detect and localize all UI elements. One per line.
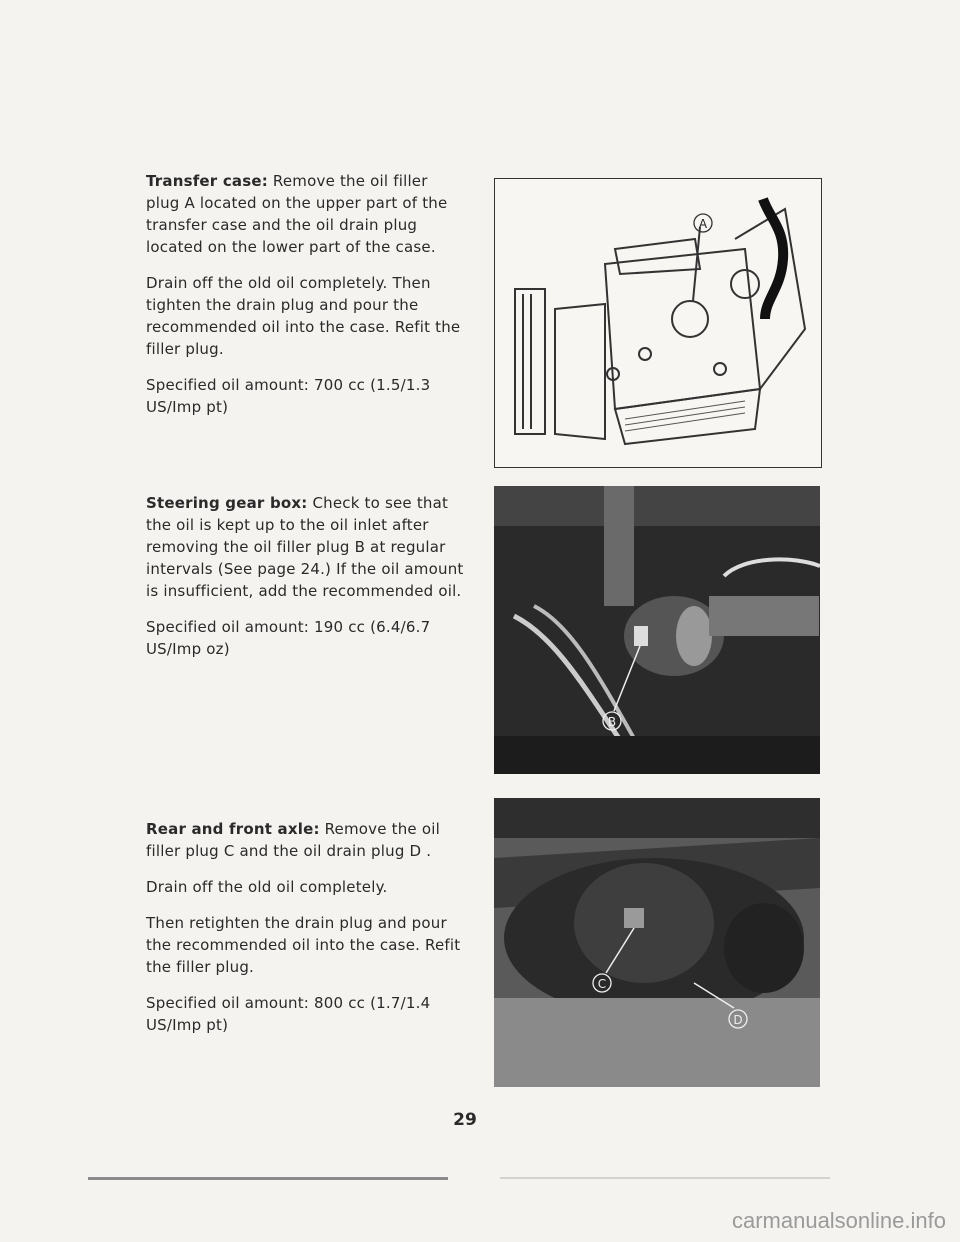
steering-gear-photo bbox=[494, 486, 820, 774]
label-d: D bbox=[733, 1013, 743, 1027]
axle-photo bbox=[494, 798, 820, 1087]
transfer-case-spec: Specified oil amount: 700 cc (1.5/1.3 US/Imp pt) bbox=[146, 376, 431, 416]
label-a: A bbox=[698, 217, 708, 231]
axle-section bbox=[146, 818, 466, 1050]
steering-gear-spec: Specified oil amount: 190 cc (6.4/6.7 US/Imp oz) bbox=[146, 618, 431, 658]
transfer-case-section bbox=[146, 170, 466, 432]
footer-divider bbox=[88, 1177, 448, 1180]
label-b: B bbox=[607, 715, 617, 729]
page-number: 29 bbox=[453, 1110, 477, 1130]
transfer-case-heading: Transfer case: bbox=[146, 172, 268, 190]
transfer-case-illustration bbox=[494, 178, 822, 468]
axle-drain-text: Drain off the old oil completely. bbox=[146, 878, 388, 896]
transfer-case-text: Remove the oil filler plug A located on the upper part of the transfer case and the oil drain plug located on the lower part of the case. bbox=[146, 172, 448, 256]
steering-gear-paragraph bbox=[146, 492, 466, 602]
axle-text: Remove the oil filler plug C and the oil drain plug D . bbox=[146, 820, 440, 860]
steering-gear-heading: Steering gear box: bbox=[146, 494, 308, 512]
transfer-case-drain-text: Drain off the old oil completely. Then tighten the drain plug and pour the recommended oil into the case. Refit the filler plug. bbox=[146, 274, 461, 358]
axle-spec: Specified oil amount: 800 cc (1.7/1.4 US/Imp pt) bbox=[146, 994, 431, 1034]
steering-gear-image bbox=[494, 486, 820, 774]
axle-paragraph bbox=[146, 818, 466, 862]
label-c: C bbox=[597, 977, 607, 991]
axle-heading: Rear and front axle: bbox=[146, 820, 320, 838]
watermark: carmanualsonline.info bbox=[731, 1208, 946, 1233]
steering-gear-text: Check to see that the oil is kept up to the oil inlet after removing the oil filler plug B at regular intervals (See page 24.) If the oil amount is insufficient, add the recommended oil. bbox=[146, 494, 464, 600]
axle-retighten-text: Then retighten the drain plug and pour the recommended oil into the case. Refit the filler plug. bbox=[146, 914, 461, 976]
transfer-case-paragraph bbox=[146, 170, 466, 258]
footer-divider-light bbox=[500, 1177, 830, 1179]
steering-gear-section bbox=[146, 492, 466, 674]
transfer-case-drawing bbox=[495, 179, 821, 467]
axle-image bbox=[494, 798, 820, 1087]
